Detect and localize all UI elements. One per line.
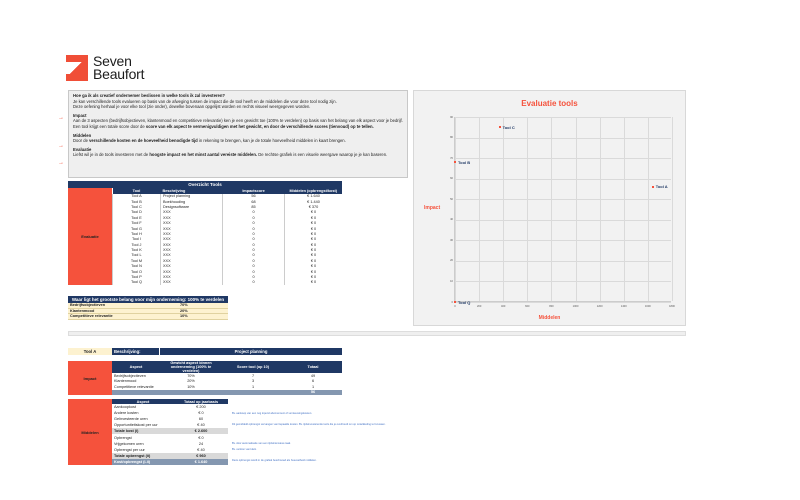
impact-section <box>68 361 342 395</box>
gridline <box>600 117 601 301</box>
gridline <box>455 117 671 118</box>
note: Bv. door automatisatie van een tijdsintensieve taak. <box>232 442 291 445</box>
middelen-total-row: Totale kost (i) € 2.600 <box>112 428 228 434</box>
col-header: Gewicht aspect binnen onderneming (100% te verdelen) <box>160 361 222 373</box>
middelen-row[interactable]: Aankoopkost € 200 <box>114 405 206 410</box>
intro-line: Je kan verschillende tools evalueren op basis van de afweging tussen de impact die de tool heeft en de middelen die voor deze tool nodig zijn. <box>73 98 337 104</box>
data-label: Tool C <box>502 124 515 130</box>
gridline <box>455 261 671 262</box>
y-tick-label: 40 <box>450 218 453 222</box>
tool-row[interactable]: Tool J XXX 0 € 0 <box>113 242 343 247</box>
x-tick-label: 1000 <box>572 305 579 308</box>
x-tick-label: 800 <box>549 305 554 308</box>
middelen-row[interactable]: Andere kosten € 0 <box>114 411 204 416</box>
gridline <box>455 158 671 159</box>
description-value[interactable]: Project planning <box>159 348 342 355</box>
section-separator <box>68 331 686 336</box>
x-axis-label: Middelen <box>538 315 561 321</box>
tool-row[interactable]: Tool K XXX 0 € 0 <box>113 247 343 252</box>
gridline <box>455 117 456 301</box>
middelen-row[interactable]: Opportuniteitskost per uur € 40 <box>114 423 205 428</box>
arrow-icon: → <box>58 160 64 166</box>
tool-row[interactable]: Tool L XXX 0 € 0 <box>113 253 343 258</box>
y-tick-label: 80 <box>450 136 453 140</box>
col-header: Beschrijving <box>161 188 223 194</box>
middelen-table <box>112 399 228 465</box>
x-tick-label: 1200 <box>596 305 603 308</box>
impact-row[interactable]: Bedrijfsobjectieven 70% 7 49 <box>114 373 316 378</box>
tool-row[interactable]: Tool E XXX 0 € 0 <box>113 215 343 220</box>
data-point[interactable] <box>454 161 456 163</box>
col-header: Score tool (op 10) <box>222 361 284 373</box>
intro-line: Deze oefening herhaal je voor elke tool (zie onder), dewelke bovenaan opgelijst worden en rechts visueel weergegeven worden. <box>73 104 311 110</box>
y-tick-label: 10 <box>450 279 453 283</box>
logo-mark-icon <box>66 55 88 81</box>
data-point[interactable] <box>454 301 456 303</box>
y-tick-label: 70 <box>450 156 453 160</box>
arrow-icon: → <box>58 143 64 149</box>
impact-row[interactable]: Klantenmood 20% 3 6 <box>114 379 315 384</box>
tool-detail-header <box>68 348 342 355</box>
impact-total-row: 56 <box>112 390 342 396</box>
middelen-row[interactable]: Opbrengst per uur € 40 <box>114 447 205 452</box>
col-header: Impactscore <box>223 188 285 194</box>
weight-row[interactable]: Klantenmood 20% <box>68 309 228 315</box>
tool-row[interactable]: Tool A Project planning 56 € 1.640 <box>113 194 343 199</box>
gridline <box>455 199 671 200</box>
gridline <box>672 117 673 301</box>
middelen-row[interactable]: Geïnvesteerde uren 60 <box>114 417 204 422</box>
middelen-section <box>68 399 228 465</box>
impact-table <box>112 361 342 395</box>
x-tick-label: 1800 <box>669 305 675 308</box>
intro-question: Hoe ga ik als creatief ondernemer beslissen in welke tools ik zal investeren? <box>73 93 225 98</box>
y-tick-label: 60 <box>450 177 453 181</box>
impact-side-label: Impact <box>68 361 112 395</box>
y-axis-label: Impact <box>424 205 441 211</box>
y-tick-label: 90 <box>450 115 453 119</box>
col-header: Tool <box>113 188 161 194</box>
middelen-title: Middelen <box>73 132 92 138</box>
tool-row[interactable]: Tool Q XXX 0 € 0 <box>113 280 343 285</box>
middelen-side-label: Middelen <box>68 399 112 465</box>
tool-row[interactable]: Tool P XXX 0 € 0 <box>113 274 343 279</box>
col-header: Aspect <box>112 399 174 404</box>
evaluatie-side-label: Evaluatie <box>68 188 112 285</box>
data-point[interactable] <box>499 126 501 128</box>
tool-row[interactable]: Tool M XXX 0 € 0 <box>113 258 343 263</box>
x-tick-label: 600 <box>525 305 530 308</box>
gridline <box>455 220 671 221</box>
impact-text: Aan de 3 aspecten (bedrijfsobjectieven, klantenmood en competitieve relevantie) ken je een gewicht toe (100% te verdelen) op basis van het belang van elk aspect voor je bedrijf. <box>73 118 403 124</box>
gridline <box>503 117 504 301</box>
middelen-total-row: Totale opbrengst (ii) € 960 <box>112 453 228 459</box>
impact-text-2: Een tool krijgt een totale score door de score van elk aspect te vermenigvuldigen met het gewicht, en door de verschillende scores (tienvoud) op te tellen. <box>73 123 374 129</box>
col-header: Middelen (opbrengst/kost) <box>285 188 343 194</box>
col-header: Totaal <box>284 361 342 373</box>
note: Bv. aankoop van een nog lopend abonnement of vernieuwingskosten. <box>232 412 312 415</box>
y-tick-label: 50 <box>450 197 453 201</box>
col-header: Totaal op jaarbasis <box>174 399 228 404</box>
x-tick-label: 200 <box>476 305 482 308</box>
data-label: Tool Q <box>458 299 471 305</box>
note: Deze opbrengst wordt in de grafiek beschouwd als hoeveelheid middelen. <box>232 459 317 462</box>
middelen-text: Door de verschillende kosten en de hoeveelheid benodigde tijd in rekening te brengen, kan je de totale hoeveelheid middelen in kaart brengen. <box>73 138 346 144</box>
gridline <box>455 240 671 241</box>
tool-row[interactable]: Tool B Boekhouding 68 € 1.440 <box>113 199 343 204</box>
x-tick-label: 400 <box>501 305 506 308</box>
weights-table <box>68 296 228 320</box>
tool-row[interactable]: Tool H XXX 0 € 0 <box>113 231 343 236</box>
seven-beaufort-logo <box>66 53 186 83</box>
y-tick-label: 30 <box>450 238 453 242</box>
note: Bv. uurloon van klant. <box>232 448 257 451</box>
overview-grid <box>112 188 342 285</box>
tool-row[interactable]: Tool F XXX 0 € 0 <box>113 220 343 225</box>
weight-row[interactable]: Competitieve relevantie 10% <box>68 314 228 320</box>
data-label: Tool A <box>655 184 668 190</box>
evaluatie-chart[interactable] <box>413 90 686 326</box>
impact-row[interactable]: Competitieve relevantie 10% 1 1 <box>114 384 315 389</box>
chart-title: Evaluatie tools <box>521 99 578 108</box>
weight-row[interactable]: Bedrijfsobjectieven 70% <box>68 303 228 309</box>
overview-tools-table <box>68 181 342 285</box>
gridline <box>576 117 577 301</box>
x-tick-label: 1400 <box>620 305 627 308</box>
tool-row[interactable]: Tool C Designsoftware 85 € 370 <box>113 204 343 209</box>
x-tick-label: 0 <box>454 305 456 308</box>
y-tick-label: 20 <box>450 259 453 263</box>
middelen-row[interactable]: Opbrengst € 0 <box>114 435 204 440</box>
gridline <box>455 138 671 139</box>
weights-title: Waar ligt het grootste belang voor mijn onderneming: 100% te verdelen <box>68 296 228 303</box>
logo-text: Seven Beaufort <box>93 53 145 82</box>
gridline <box>551 117 552 301</box>
tool-row[interactable]: Tool D XXX 0 € 0 <box>113 210 343 215</box>
tool-row[interactable]: Tool G XXX 0 € 0 <box>113 226 343 231</box>
data-point[interactable] <box>652 186 654 188</box>
gridline <box>479 117 480 301</box>
plot-area <box>450 115 675 308</box>
middelen-row[interactable]: Vrijgekomen uren 24 <box>114 441 204 446</box>
note: Dit gemiddeld opbrengst vervangen van bepaalde kosten. Bv. tijdsinvesterende tools die je overhoudt om op ontwikkeling te focussen. <box>232 423 386 426</box>
description-label: Beschrijving: <box>112 348 159 355</box>
arrow-icon: → <box>58 115 64 121</box>
tool-name[interactable]: Tool A <box>68 348 112 355</box>
tool-row[interactable]: Tool O XXX 0 € 0 <box>113 269 343 274</box>
gridline <box>648 117 649 301</box>
tool-row[interactable]: Tool N XXX 0 € 0 <box>113 264 343 269</box>
gridline <box>624 117 625 301</box>
evaluatie-text: Liefst wil je in de tools investeren met de hoogste impact en het minst aantal vereiste middelen. De rechtse grafiek is een visuele weergave waarop je je kan baseren. <box>73 152 388 158</box>
tool-row[interactable]: Tool I XXX 0 € 0 <box>113 237 343 242</box>
middelen-total-row: Kost/opbrengst (i-ii) € 1.640 <box>112 459 228 465</box>
impact-title: Impact <box>73 112 87 118</box>
overview-title: Overzicht Tools <box>68 181 342 188</box>
gridline <box>527 117 528 301</box>
gridline <box>455 281 671 282</box>
intro-box <box>68 90 408 178</box>
y-tick-label: 0 <box>451 300 453 304</box>
data-label: Tool B <box>458 159 471 165</box>
x-tick-label: 1600 <box>644 305 651 308</box>
gridline <box>455 179 671 180</box>
col-header: Aspect <box>112 361 160 373</box>
evaluatie-title: Evaluatie <box>73 146 92 152</box>
